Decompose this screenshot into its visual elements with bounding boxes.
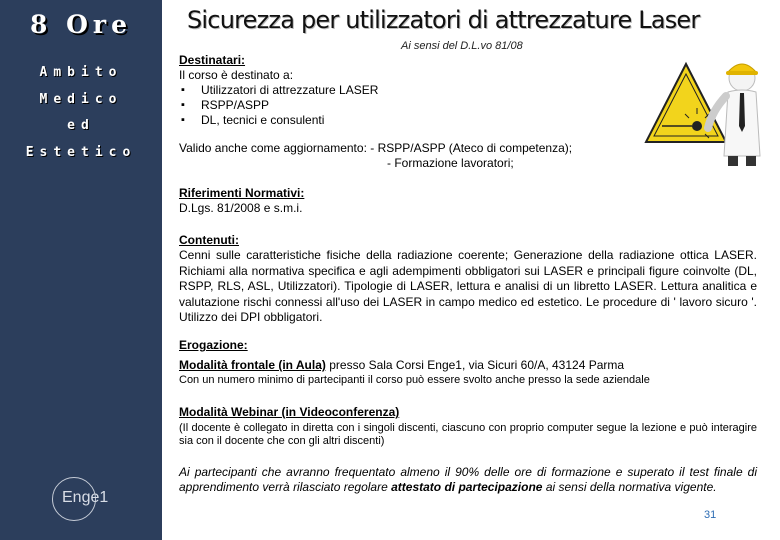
attestato-text: [179, 465, 757, 495]
destinatari-section: [179, 53, 378, 128]
page-subtitle: Ai sensi del D.L.vo 81/08: [401, 40, 523, 52]
destinatari-heading: Destinatari:: [179, 53, 246, 67]
course-area: [0, 60, 162, 166]
attestato-bold: attestato di partecipazione: [391, 480, 543, 494]
contenuti-section: [179, 233, 757, 326]
course-hours: 8 Ore: [30, 10, 132, 39]
list-item: ▪ DL, tecnici e consulenti: [179, 113, 378, 128]
area-line: Medico: [39, 91, 123, 107]
erogazione-heading: Erogazione:: [179, 338, 248, 352]
sidebar: [0, 0, 162, 540]
list-item: ▪ RSPP/ASPP: [179, 98, 378, 113]
list-item: ▪ Utilizzatori di attrezzature LASER: [179, 83, 378, 98]
frontale-text: presso Sala Corsi Enge1, via Sicuri 60/A, 43124 Parma: [325, 358, 625, 372]
erogazione-section: [179, 338, 650, 387]
update-validity: [179, 141, 572, 171]
webinar-section: [179, 405, 757, 448]
riferimenti-heading: Riferimenti Normativi:: [179, 186, 305, 200]
area-line: Ambito: [39, 65, 123, 80]
page-title: Sicurezza per utilizzatori di attrezzature Laser: [187, 6, 700, 34]
update-line-1: Valido anche come aggiornamento: - RSPP/ASPP (Ateco di competenza);: [179, 141, 573, 155]
riferimenti-section: [179, 186, 304, 216]
area-line: ed: [67, 118, 95, 133]
attestato-after: ai sensi della normativa vigente.: [542, 480, 717, 494]
enge1-logo: [52, 477, 118, 521]
logo-text: Enge1: [62, 489, 109, 506]
area-line: Estetico: [25, 144, 137, 160]
attestato-before: Ai partecipanti che avranno frequentato almeno il 90% delle ore di formazione e superato il test finale di apprendimento verrà rilasciato regolare: [179, 465, 757, 494]
riferimenti-text: D.Lgs. 81/2008 e s.m.i.: [179, 201, 303, 215]
frontale-label: Modalità frontale (in Aula): [179, 358, 326, 372]
frontale-note: Con un numero minimo di partecipanti il corso può essere svolto anche presso la sede aziendale: [179, 374, 650, 386]
contenuti-heading: Contenuti:: [179, 233, 239, 247]
destinatari-intro: Il corso è destinato a:: [179, 68, 294, 82]
contenuti-text: Cenni sulle caratteristiche fisiche della radiazione coerente; Generazione della radiazione ottica LASER. Richiami alla normativa specifica e agli adempimenti obbligatori sui LASER e principali figure coinvolte (DL, RSPP, RLS, ASL, Utilizzatori). Tipologie di LASER, lettura e analisi di un libretto LASER. Lettura analitica e valutazione rischi connessi all'uso dei LASER in campo medico ed estetico. Le procedure di ' lavoro sicuro '. Utilizzo dei DPI obbligatori.: [179, 248, 757, 325]
frontale-line: [179, 358, 650, 373]
laser-warning-person-icon: [642, 56, 768, 168]
destinatari-list: [179, 83, 378, 128]
laser-illustration-svg: [642, 56, 768, 168]
update-line-2: - Formazione lavoratori;: [387, 156, 514, 170]
webinar-note: (Il docente è collegato in diretta con i singoli discenti, ciascuno con proprio computer segue la lezione e può interagire sia con il docente che con gli altri discenti): [179, 422, 757, 447]
page-number: 31: [704, 509, 717, 521]
webinar-label: Modalità Webinar (in Videoconferenza): [179, 405, 400, 419]
